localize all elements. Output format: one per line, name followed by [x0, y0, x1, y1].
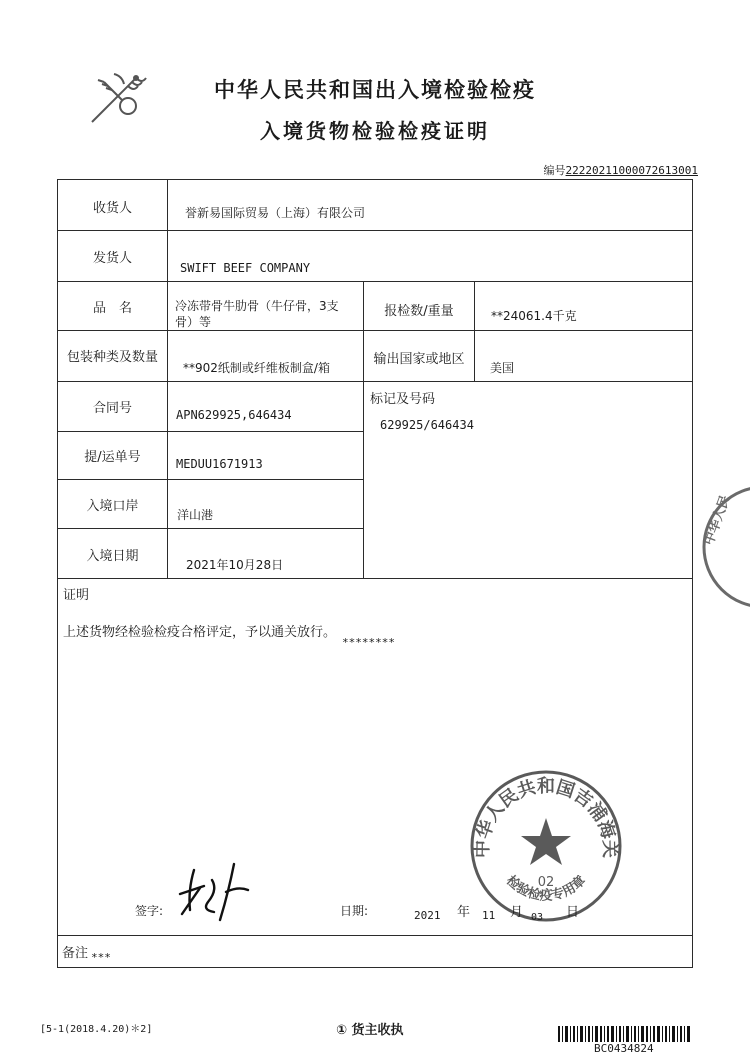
row-divider [57, 578, 693, 579]
origin-label: 输出国家或地区 [373, 352, 465, 367]
sign-day: 03 [531, 912, 544, 923]
row-divider [57, 230, 693, 231]
col-divider [363, 281, 364, 579]
copy-label: ① 货主收执 [336, 1023, 404, 1038]
sign-day-unit: 日 [566, 905, 580, 920]
document-subtitle: 入境货物检验检疫证明 [260, 119, 490, 143]
date-sign-label: 日期: [340, 904, 369, 918]
row-divider [57, 528, 363, 529]
consignor-label: 发货人 [92, 251, 132, 266]
seal-number: 02 [537, 875, 555, 890]
seal-bottom-text: 检验检疫专用章 [502, 873, 590, 904]
sign-year: 2021 [414, 909, 441, 922]
sign-label: 签字: [135, 904, 164, 918]
quantity-weight-value: **24061.4千克 [491, 309, 577, 323]
consignor-value: SWIFT BEEF COMPANY [180, 261, 311, 275]
official-seal-stamp [466, 766, 626, 926]
packing-value: **902纸制或纤维板制盒/箱 [183, 361, 330, 375]
barcode-number: BC0434824 [594, 1042, 654, 1055]
barcode-icon [558, 1026, 690, 1042]
handwritten-signature [172, 858, 252, 928]
marks-value: 629925/646434 [380, 418, 474, 432]
sign-month-unit: 月 [510, 905, 524, 920]
row-divider [57, 431, 363, 432]
sign-year-unit: 年 [457, 905, 471, 920]
date-value: 2021年10月28日 [186, 558, 284, 572]
row-divider [57, 935, 693, 936]
table-border-top [57, 179, 693, 180]
serial-label: 编号 [543, 164, 566, 177]
quantity-weight-label: 报检数/重量 [384, 304, 454, 319]
row-divider [57, 330, 693, 331]
seal-top-text: 中华人民共和国吉浦海关 [471, 776, 621, 859]
goods-value-line1: 冷冻带骨牛肋骨（牛仔骨，3支 [175, 299, 339, 313]
serial-number [544, 162, 698, 178]
serial-value: 222202110000726130​01 [565, 164, 698, 177]
form-code: [5-1(2018.4.20)＊2] [40, 1024, 153, 1035]
consignee-value: 誉新易国际贸易（上海）有限公司 [185, 206, 366, 220]
certificate-label: 证明 [63, 588, 90, 603]
col-divider [474, 281, 475, 381]
bill-label: 提/运单号 [84, 450, 141, 465]
contract-value: APN629925,646434 [176, 408, 292, 422]
table-border-bottom [57, 967, 693, 968]
marks-label: 标记及号码 [370, 392, 436, 407]
goods-value-line2: 骨）等 [175, 315, 212, 329]
row-divider [57, 381, 693, 382]
sign-month: 11 [482, 909, 496, 922]
side-seal-text: 中华人民 [701, 493, 734, 548]
packing-label: 包装种类及数量 [66, 350, 158, 365]
bill-value: MEDUU1671913 [176, 457, 263, 471]
port-value: 洋山港 [177, 508, 214, 522]
consignee-label: 收货人 [92, 201, 132, 216]
star-icon [521, 818, 571, 865]
origin-value: 美国 [490, 361, 515, 375]
row-divider [57, 281, 693, 282]
goods-label: 品 名 [92, 301, 132, 316]
side-seal-stamp [694, 482, 750, 612]
remarks-label: 备注 [62, 946, 89, 961]
table-border-right [692, 179, 693, 968]
row-divider [57, 479, 363, 480]
col-divider [167, 179, 168, 579]
date-label: 入境日期 [86, 549, 139, 564]
remarks-value: *** [91, 951, 111, 964]
document-title: 中华人民共和国出入境检验检疫 [214, 78, 536, 102]
port-label: 入境口岸 [86, 499, 139, 514]
contract-label: 合同号 [92, 401, 132, 416]
certificate-statement: 上述货物经检验检疫合格评定，予以通关放行。 [63, 625, 337, 640]
certificate-stars: ******** [342, 636, 395, 649]
